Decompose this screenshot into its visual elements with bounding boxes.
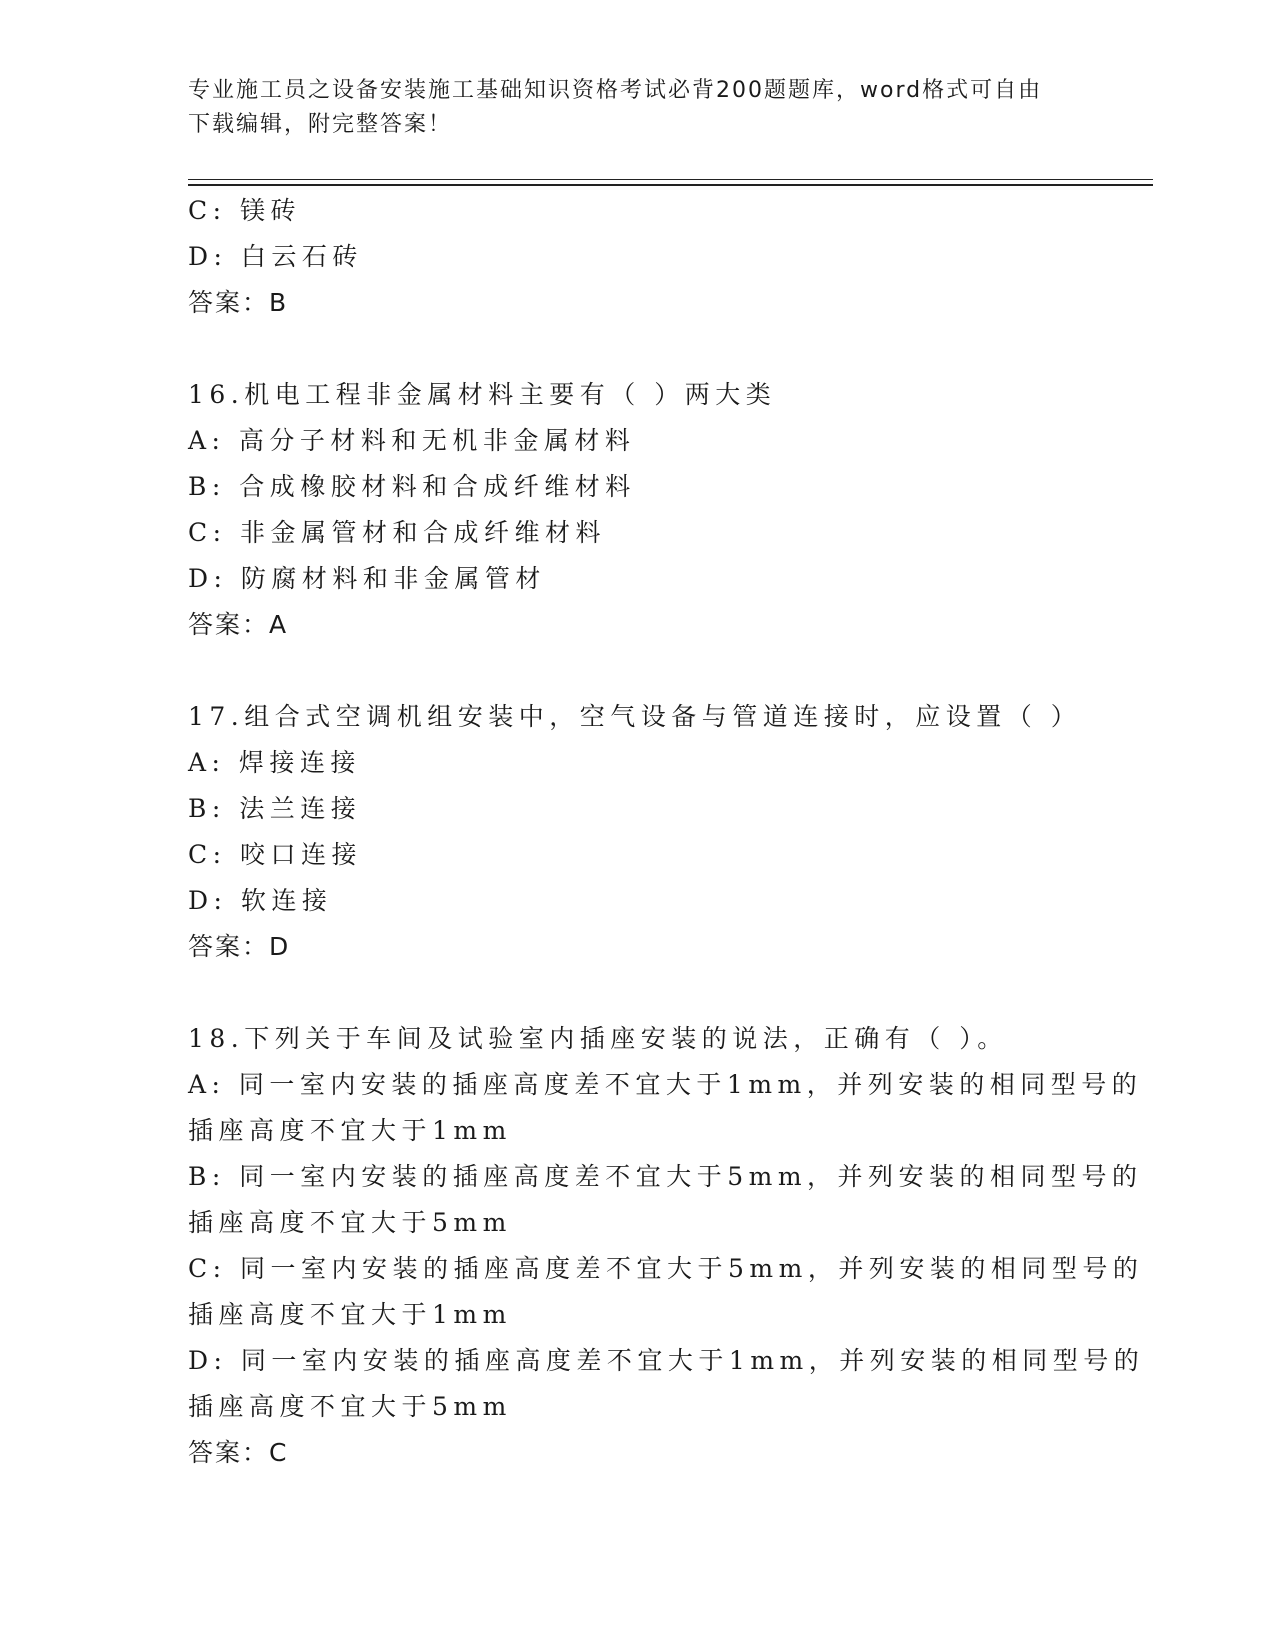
- option-text-line-1: B: 同一室内安装的插座高度差不宜大于5mm，并列安装的相同型号的: [188, 1162, 1143, 1191]
- option-d: [188, 1338, 1145, 1430]
- option-b: B: 法兰连接: [188, 794, 362, 823]
- question-stem: 18.下列关于车间及试验室内插座安装的说法，正确有（ ）。: [188, 1024, 1008, 1053]
- option-text-line-1: A: 同一室内安装的插座高度差不宜大于1mm，并列安装的相同型号的: [188, 1070, 1143, 1099]
- option-a: A: 焊接连接: [188, 748, 361, 777]
- option-d: D: 防腐材料和非金属管材: [188, 564, 546, 593]
- option-text-line-1: D: 同一室内安装的插座高度差不宜大于1mm，并列安装的相同型号的: [188, 1346, 1145, 1375]
- option-d: D: 软连接: [188, 886, 333, 915]
- question-stem: 17.组合式空调机组安装中，空气设备与管道连接时，应设置（ ）: [188, 702, 1082, 731]
- option-text-line-2: 插座高度不宜大于5mm: [188, 1208, 512, 1237]
- header-line-2: 下载编辑，附完整答案！: [188, 112, 453, 137]
- spacer: [188, 326, 1088, 372]
- option-text-line-1: C: 同一室内安装的插座高度差不宜大于5mm，并列安装的相同型号的: [188, 1254, 1144, 1283]
- question-18: [188, 1016, 1145, 1476]
- option-text-line-2: 插座高度不宜大于1mm: [188, 1300, 512, 1329]
- spacer: [188, 970, 1088, 1016]
- answer-label: 答案：C: [188, 1438, 289, 1467]
- header-line-1: 专业施工员之设备安装施工基础知识资格考试必背200题题库，word格式可自由: [188, 78, 1043, 103]
- document-header: [188, 74, 1088, 142]
- option-c: C: 镁砖: [188, 196, 301, 225]
- header-divider-top: [188, 179, 1153, 180]
- option-text-line-2: 插座高度不宜大于1mm: [188, 1116, 512, 1145]
- answer-label: 答案：D: [188, 932, 291, 961]
- header-divider-bottom: [188, 184, 1153, 186]
- option-a: [188, 1062, 1143, 1154]
- answer-label: 答案：B: [188, 288, 289, 317]
- question-list: [188, 188, 1145, 1476]
- option-c: C: 咬口连接: [188, 840, 362, 869]
- option-text-line-2: 插座高度不宜大于5mm: [188, 1392, 512, 1421]
- question-stem: 16.机电工程非金属材料主要有（ ）两大类: [188, 380, 777, 409]
- option-a: A: 高分子材料和无机非金属材料: [188, 426, 636, 455]
- question-16: [188, 372, 1088, 648]
- option-b: [188, 1154, 1143, 1246]
- option-c: [188, 1246, 1144, 1338]
- spacer: [188, 648, 1088, 694]
- option-c: C: 非金属管材和合成纤维材料: [188, 518, 606, 547]
- option-b: B: 合成橡胶材料和合成纤维材料: [188, 472, 636, 501]
- option-d: D: 白云石砖: [188, 242, 363, 271]
- question-17: [188, 694, 1088, 970]
- answer-label: 答案：A: [188, 610, 289, 639]
- question-15-continued: [188, 188, 1088, 326]
